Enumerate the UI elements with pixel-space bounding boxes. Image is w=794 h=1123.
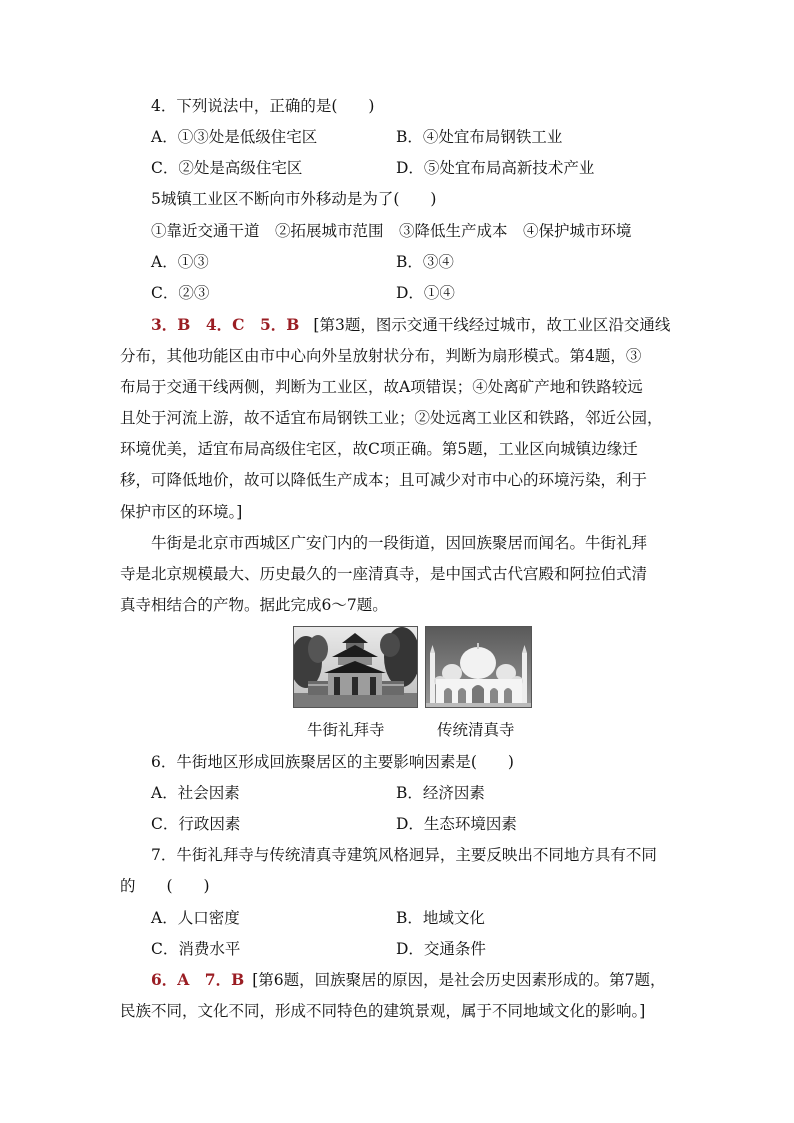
answer-6-7-line-2: 民族不同，文化不同，形成不同特色的建筑景观，属于不同地域文化的影响。]	[120, 1002, 646, 1020]
q5-option-d: D．①④	[396, 284, 455, 302]
q4-option-c: C．②处是高级住宅区	[151, 159, 303, 177]
answer-3-5-first-line	[151, 315, 670, 335]
answer-3-5-line-2: 分布，其他功能区由市中心向外呈放射状分布，判断为扇形模式。第4题，③	[120, 347, 642, 365]
q6-option-b: B．经济因素	[396, 784, 485, 802]
caption-niujie-mosque: 牛街礼拜寺	[307, 721, 385, 739]
q6-option-a: A．社会因素	[151, 784, 240, 802]
q4-option-b: B．④处宜布局钢铁工业	[396, 128, 563, 146]
q5-option-b: B．③④	[396, 253, 454, 271]
q7-stem-line-1: 7．牛街礼拜寺与传统清真寺建筑风格迥异，主要反映出不同地方具有不同	[151, 846, 657, 864]
answer-key-6-7: 6．A 7．B	[151, 970, 245, 989]
q7-option-d: D．交通条件	[396, 940, 486, 958]
caption-traditional-mosque: 传统清真寺	[437, 721, 515, 739]
q5-options-line: ①靠近交通干道 ②拓展城市范围 ③降低生产成本 ④保护城市环境	[151, 222, 632, 240]
answer-3-5-text: [第3题，图示交通干线经过城市，故工业区沿交通线	[313, 316, 671, 334]
traditional-mosque-photo	[425, 626, 532, 708]
q7-option-b: B．地域文化	[396, 909, 485, 927]
passage-line-1: 牛街是北京市西城区广安门内的一段街道，因回族聚居而闻名。牛街礼拜	[151, 534, 648, 552]
q6-option-c: C．行政因素	[151, 815, 241, 833]
q5-stem: 5城镇工业区不断向市外移动是为了( )	[151, 190, 437, 208]
answer-3-5-line-6: 移，可降低地价，故可以降低生产成本；且可减少对市中心的环境污染，利于	[120, 471, 648, 489]
answer-6-7-first-line	[151, 970, 665, 990]
answer-key-3-5: 3．B 4．C 5．B	[151, 315, 300, 334]
niujie-mosque-photo	[293, 626, 418, 708]
q6-option-d: D．生态环境因素	[396, 815, 517, 833]
q7-option-a: A．人口密度	[151, 909, 240, 927]
passage-line-2: 寺是北京规模最大、历史最久的一座清真寺，是中国式古代宫殿和阿拉伯式清	[120, 565, 648, 583]
q4-stem: 4．下列说法中，正确的是( )	[151, 97, 375, 115]
passage-line-3: 真寺相结合的产物。据此完成6～7题。	[120, 596, 388, 614]
answer-3-5-line-5: 环境优美，适宜布局高级住宅区，故C项正确。第5题，工业区向城镇边缘迁	[120, 440, 638, 458]
q5-option-c: C．②③	[151, 284, 210, 302]
q4-option-a: A．①③处是低级住宅区	[151, 128, 318, 146]
q7-stem-line-2: 的 ( )	[120, 877, 210, 895]
answer-6-7-text: [第6题，回族聚居的原因，是社会历史因素形成的。第7题，	[252, 971, 666, 989]
q4-option-d: D．⑤处宜布局高新技术产业	[396, 159, 595, 177]
q5-option-a: A．①③	[151, 253, 209, 271]
q6-stem: 6．牛街地区形成回族聚居区的主要影响因素是( )	[151, 753, 514, 771]
answer-3-5-line-7: 保护市区的环境。]	[120, 503, 243, 521]
answer-3-5-line-3: 布局于交通干线两侧，判断为工业区，故A项错误；④处离矿产地和铁路较远	[120, 378, 643, 396]
answer-3-5-line-4: 且处于河流上游，故不适宜布局钢铁工业；②处远离工业区和铁路，邻近公园，	[120, 409, 663, 427]
q7-option-c: C．消费水平	[151, 940, 241, 958]
